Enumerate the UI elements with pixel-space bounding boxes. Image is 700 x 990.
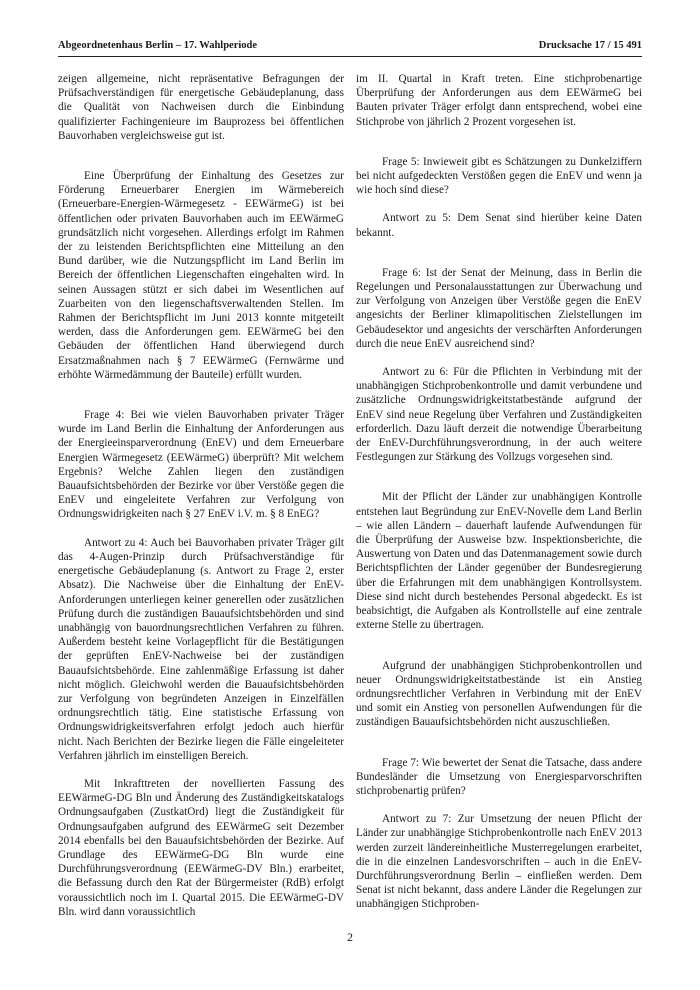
answer-paragraph: Antwort zu 4: Auch bei Bauvorhaben privater Träger gilt das 4-Augen-Prinzip durch Prüfsachverständige für energetische Gebäudeplanung (s. Antwort zu Frage 2, erster Absatz). Die Nachweise über die Einhaltung der EnEV-Anforderungen unterliegen keiner generellen oder zusätzlichen Prüfung durch die zuständigen Bauaufsichtsbehörden und sind unabhängig von bauordnungsrechtlichen Verfahren zu führen. Außerdem besteht keine Vorlagepflicht für die Bestätigungen der geprüften EnEV-Nachweise bei der zuständigen Bauaufsichtsbehörde. Eine zahlenmäßige Erfassung ist daher nicht möglich. Gleichwohl werden die Bauaufsichtsbehörden zur Verfolgung von begründeten Anzeigen in Einzelfällen ordnungsrechtlich tätig. Eine statistische Erfassung von Ordnungswidrigkeitsverfahren erfolgt jedoch auch hierfür nicht. Nach Berichten der Bezirke liegen die Fälle eingeleiteter Verfahren jährlich im einstelligen Bereich.: [58, 536, 344, 762]
header-parliament: Abgeordnetenhaus Berlin – 17. Wahlperiode: [58, 40, 258, 51]
header-document-number: Drucksache 17 / 15 491: [538, 40, 642, 51]
answer-paragraph: Antwort zu 5: Dem Senat sind hierüber keine Daten bekannt.: [356, 212, 642, 239]
left-column: [58, 72, 344, 933]
paragraph: Aufgrund der unabhängigen Stichprobenkontrollen und neuer Ordnungswidrigkeitstatbestände ist ein Anstieg ordnungsrechtlicher Verfahren in Verbindung mit der EnEV und somit ein Anstieg von personellen Aufwendungen für die zuständigen Bauaufsichtsbehörden nicht auszuschließen.: [356, 659, 642, 729]
page-number: 2: [347, 930, 353, 944]
paragraph: zeigen allgemeine, nicht repräsentative Befragungen der Prüfsachverständigen für energetische Gebäudeplanung, dass die Qualität von Nachweisen durch die Einbindung qualifizierter Fachingenieure im Bauprozess bei öffentlichen Bauvorhaben vergleichsweise gut ist.: [58, 73, 344, 142]
paragraph: Mit der Pflicht der Länder zur unabhängigen Kontrolle entstehen laut Begründung zur EnEV-Novelle dem Land Berlin – wie allen Ländern – dauerhaft laufende Aufwendungen für die Überprüfung der Ausweise bzw. Inspektionsberichte, die Auswertung von Daten und das Datenmanagement sowie durch Berichtspflichten der Länder gegenüber der Bundesregierung über die Erfahrungen mit dem unabhängigen Kontrollsystem. Diese sind nicht durch bestehendes Personal abgedeckt. Es ist beabsichtigt, die Aufgaben als Kontrollstelle auf eine zentrale externe Stelle zu übertragen.: [356, 491, 642, 632]
paragraph: Mit Inkrafttreten der novellierten Fassung des EEWärmeG-DG Bln und Änderung des Zuständigkeitskatalogs Ordnungsaufgaben (ZustkatOrd) liegt die Zuständigkeit für Ordnungsaufgaben aufgrund des EEWärmeG seit Dezember 2014 ebenfalls bei den Bauaufsichtsbehörden der Bezirke. Auf Grundlage des EEWärmeG-DG Bln wurde eine Durchführungsverordnung (EEWärmeG-DV Bln.) erarbeitet, die Befassung durch den Rat der Bürgermeister (RdB) erfolgt voraussichtlich noch im I. Quartal 2015. Die EEWärmeG-DV Bln. wird dann voraussichtlich: [58, 777, 344, 918]
right-column: [356, 72, 642, 926]
question-paragraph: Frage 5: Inwieweit gibt es Schätzungen zu Dunkelziffern bei nicht aufgedeckten Verstößen gegen die EnEV und wenn ja wie hoch sind diese?: [356, 155, 642, 197]
page-header: [58, 36, 642, 57]
answer-paragraph: Antwort zu 6: Für die Pflichten in Verbindung mit der unabhängigen Stichprobenkontrolle und damit verbundene und zusätzliche Ordnungswidrigkeitstatbestände aufgrund der EnEV sind neue Regelung über Verfahren und Zuständigkeiten erforderlich. Dazu läuft derzeit die notwendige Überarbeitung der EnEV-Durchführungsverordnung, in der auch weitere Festlegungen zur Stärkung des Vollzugs vorgesehen sind.: [356, 366, 642, 464]
answer-paragraph: Antwort zu 7: Zur Umsetzung der neuen Pflicht der Länder zur unabhängige Stichprobenkontrolle nach EnEV 2013 werden zurzeit ländereinheitliche Musterregelungen erarbeitet, die in die einzelnen Landesvorschriften – auch in die EnEV-Durchführungsverordnung Berlin – einfließen werden. Dem Senat ist nicht bekannt, dass andere Länder die Regelungen zur unabhängigen Stichproben-: [356, 813, 642, 911]
question-paragraph: Frage 4: Bei wie vielen Bauvorhaben privater Träger wurde im Land Berlin die Einhaltung der Anforderungen aus der Energieeinsparverordnung (EnEV) und dem Erneuerbare Energien Wärmegesetz (EEWärmeG) überprüft? Mit welchem Ergebnis? Welche Zahlen liegen den zuständigen Bauaufsichtsbehörden der Bezirke vor über Verstöße gegen die EnEV und eingeleitete Verfahren zur Verfolgung von Ordnungswidrigkeiten nach § 27 EnEV i.V. m. § 8 EnEG?: [58, 409, 344, 521]
question-paragraph: Frage 7: Wie bewertet der Senat die Tatsache, dass andere Bundesländer die Umsetzung von Energiesparvorschriften stichprobenartig prüfen?: [356, 756, 642, 797]
question-paragraph: Frage 6: Ist der Senat der Meinung, dass in Berlin die Regelungen und Personalausstattungen zur Überwachung und zur Verfolgung von Anzeigen über Verstöße gegen die EnEV angesichts der Berliner klimapolitischen Zielstellungen im Gebäudesektor und angesichts der verschärften Anforderungen durch die neue EnEV ausreichend sind?: [356, 266, 642, 350]
paragraph: Eine Überprüfung der Einhaltung des Gesetzes zur Förderung Erneuerbarer Energien im Wärmebereich (Erneuerbare-Energien-Wärmegesetz - EEWärmeG) ist bei öffentlichen oder privaten Bauvorhaben auch im EEWärmeG grundsätzlich nicht vorgesehen. Allerdings erfolgt im Rahmen der zu leistenden Berichtspflichten eine Mitteilung an den Bund darüber, wie die Nutzungspflicht im Land Berlin im Bereich der öffentlichen Liegenschaften eingehalten wird. In seinen Aussagen stützt er sich dabei im Wesentlichen auf Zuarbeiten von den liegenschaftsverwaltenden Stellen. Im Rahmen der Berichtspflicht im Juni 2013 konnte mitgeteilt werden, dass die Anforderungen gem. EEWärmeG bei den Gebäuden der öffentlichen Hand überwiegend durch Ersatzmaßnahmen nach § 7 EEWärmeG (Fernwärme und erhöhte Wärmedämmung der Bauteile) erfüllt wurden.: [58, 170, 344, 381]
paragraph: im II. Quartal in Kraft treten. Eine stichprobenartige Überprüfung der Anforderungen aus dem EEWärmeG bei Bauten privater Träger erfolgt dann entsprechend, wobei eine Stichprobe von jährlich 2 Prozent vorgesehen ist.: [356, 73, 642, 128]
